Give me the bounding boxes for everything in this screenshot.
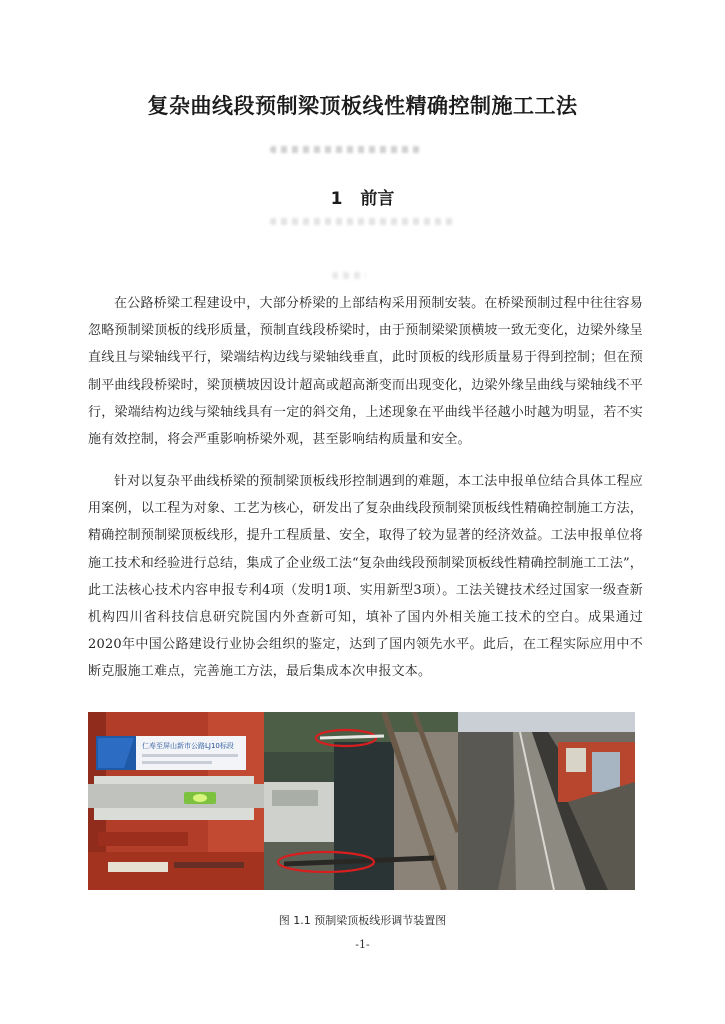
document-title: 复杂曲线段预制梁顶板线性精确控制施工工法 — [147, 94, 578, 118]
figure-photos — [88, 712, 635, 890]
page-number: -1- — [355, 938, 370, 951]
photo-rebar-adjustment — [264, 712, 458, 890]
photo-precast-beam-line — [458, 712, 635, 890]
figure-caption: 图 1.1 预制梁顶板线形调节装置图 — [278, 914, 447, 927]
sign-text: 仁寿至屏山新市公路LJ10标段 — [142, 742, 234, 750]
photo-leveling-device — [88, 712, 264, 890]
redacted-line — [270, 146, 420, 153]
section-heading — [0, 184, 725, 209]
paragraph: 在公路桥梁工程建设中，大部分桥梁的上部结构采用预制安装。在桥梁预制过程中往往容易忽略预制梁顶板的线形质量，预制直线段桥梁时，由于预制梁梁顶横坡一致无变化，边梁外缘呈直线且与梁轴线平行，梁端结构边线与梁轴线垂直，此时顶板的线形质量易于得到控制；但在预制平曲线段桥梁时，梁顶横坡因设计超高或超高渐变而出现变化，边梁外缘呈曲线与梁轴线不平行，梁端结构边线与梁轴线具有一定的斜交角，上述现象在平曲线半径越小时越为明显，若不实施有效控制，将会严重影响桥梁外观，甚至影响结构质量和安全。 — [88, 296, 643, 448]
redacted-line — [332, 272, 366, 279]
paragraph: 针对以复杂平曲线桥梁的预制梁顶板线形控制遇到的难题，本工法申报单位结合具体工程应用案例，以工程为对象、工艺为核心，研发出了复杂曲线段预制梁顶板线性精确控制施工方法，精确控制预制梁顶板线形，提升工程质量、安全，取得了较为显著的经济效益。工法申报单位将施工技术和经验进行总结，集成了企业级工法“复杂曲线段预制梁顶板线性精确控制施工工法”，此工法核心技术内容申报专利4项（发明1项、实用新型3项）。工法关键技术经过国家一级查新机构四川省科技信息研究院国内外查新可知，填补了国内外相关施工技术的空白。成果通过2020年中国公路建设行业协会组织的鉴定，达到了国内领先水平。此后，在工程实际应用中不断克服施工难点，完善施工方法，最后集成本次申报文本。 — [88, 474, 643, 680]
section-number: 1 — [330, 189, 343, 209]
redacted-line — [270, 218, 455, 225]
section-title: 前言 — [360, 189, 395, 209]
